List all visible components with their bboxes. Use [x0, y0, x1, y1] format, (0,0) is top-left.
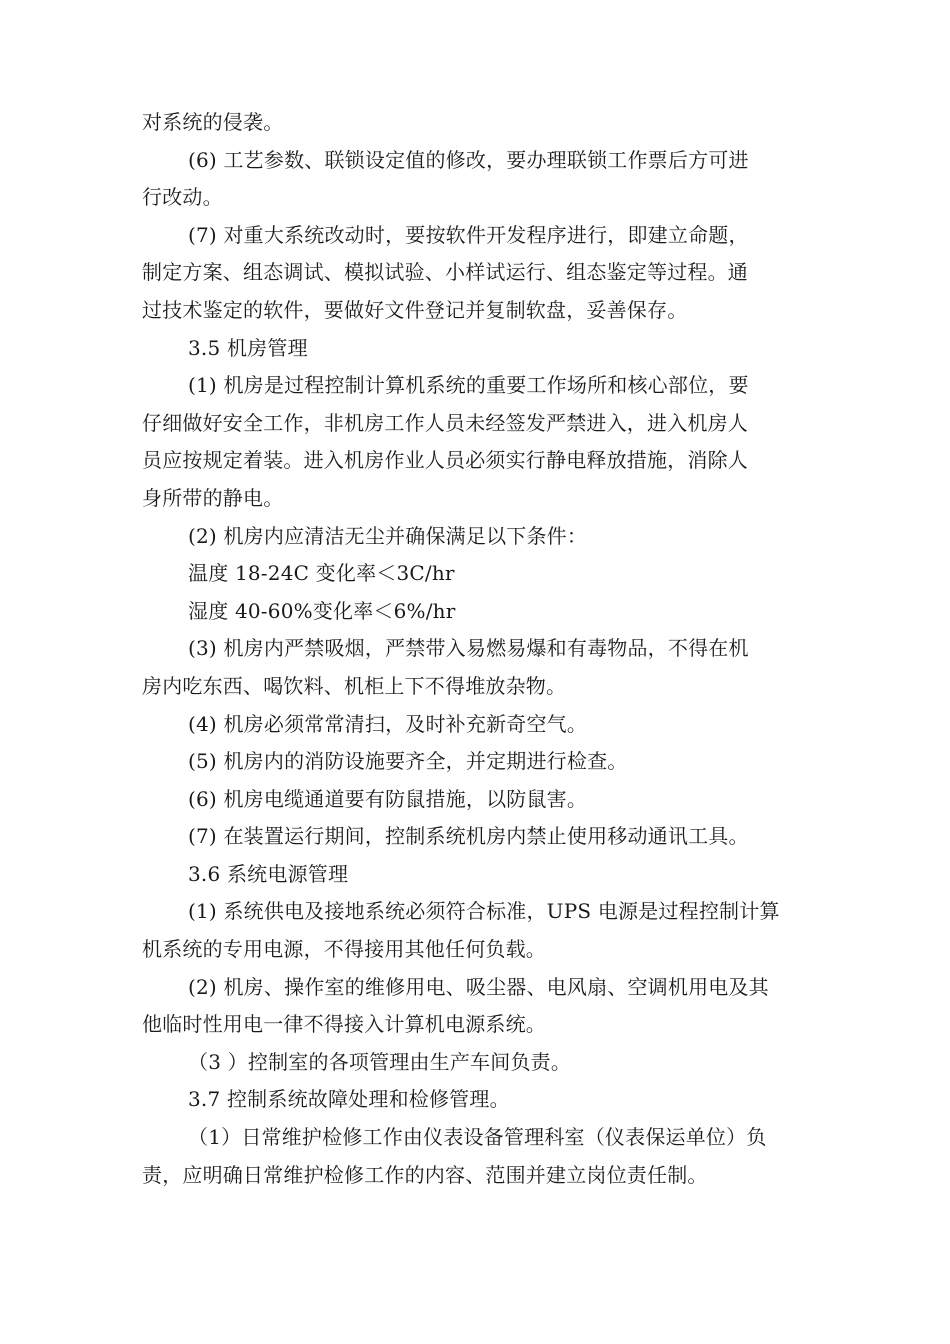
text-line: 仔细做好安全工作，非机房工作人员未经签发严禁进入，进入机房人 — [142, 410, 748, 435]
text-line: 3.5 机房管理 — [188, 335, 308, 360]
text-line: 过技术鉴定的软件，要做好文件登记并复制软盘，妥善保存。 — [142, 297, 688, 322]
document-body — [142, 104, 832, 1194]
text-line: 房内吃东西、喝饮料、机柜上下不得堆放杂物。 — [142, 673, 567, 698]
text-line: （1）日常维护检修工作由仪表设备管理科室（仪表保运单位）负 — [188, 1125, 767, 1150]
text-line: 3.7 控制系统故障处理和检修管理。 — [188, 1087, 510, 1112]
text-line: (7) 在装置运行期间，控制系统机房内禁止使用移动通讯工具。 — [188, 824, 749, 849]
text-line: 湿度 40-60%变化率＜6%/hr — [188, 598, 456, 623]
text-line: 身所带的静电。 — [142, 485, 284, 510]
text-line: (5) 机房内的消防设施要齐全，并定期进行检查。 — [188, 749, 628, 774]
text-line: (2) 机房内应清洁无尘并确保满足以下条件： — [188, 523, 588, 548]
text-line: 对系统的侵袭。 — [142, 110, 284, 134]
text-line: (7) 对重大系统改动时，要按软件开发程序进行，即建立命题， — [188, 222, 749, 247]
text-line: (6) 工艺参数、联锁设定值的修改，要办理联锁工作票后方可进 — [188, 147, 749, 172]
text-line: 员应按规定着装。进入机房作业人员必须实行静电释放措施，消除人 — [142, 448, 748, 473]
text-line: 3.6 系统电源管理 — [188, 861, 349, 886]
text-line: （3 ）控制室的各项管理由生产车间负责。 — [188, 1049, 572, 1074]
text-line: (4) 机房必须常常清扫，及时补充新奇空气。 — [188, 711, 588, 736]
text-line: 行改动。 — [142, 185, 223, 210]
text-line: (1) 系统供电及接地系统必须符合标准，UPS 电源是过程控制计算 — [188, 899, 780, 924]
text-line: 温度 18-24C 变化率＜3C/hr — [188, 561, 455, 586]
text-line: (2) 机房、操作室的维修用电、吸尘器、电风扇、空调机用电及其 — [188, 974, 769, 999]
text-line: 制定方案、组态调试、模拟试验、小样试运行、组态鉴定等过程。通 — [142, 260, 748, 285]
text-line: (6) 机房电缆通道要有防鼠措施，以防鼠害。 — [188, 786, 588, 811]
text-line: 机系统的专用电源，不得接用其他任何负载。 — [142, 937, 546, 962]
text-line: 他临时性用电一律不得接入计算机电源系统。 — [142, 1012, 546, 1037]
text-line: 责，应明确日常维护检修工作的内容、范围并建立岗位责任制。 — [142, 1162, 708, 1187]
text-line: (3) 机房内严禁吸烟，严禁带入易燃易爆和有毒物品，不得在机 — [188, 636, 749, 661]
text-line: (1) 机房是过程控制计算机系统的重要工作场所和核心部位，要 — [188, 373, 749, 398]
